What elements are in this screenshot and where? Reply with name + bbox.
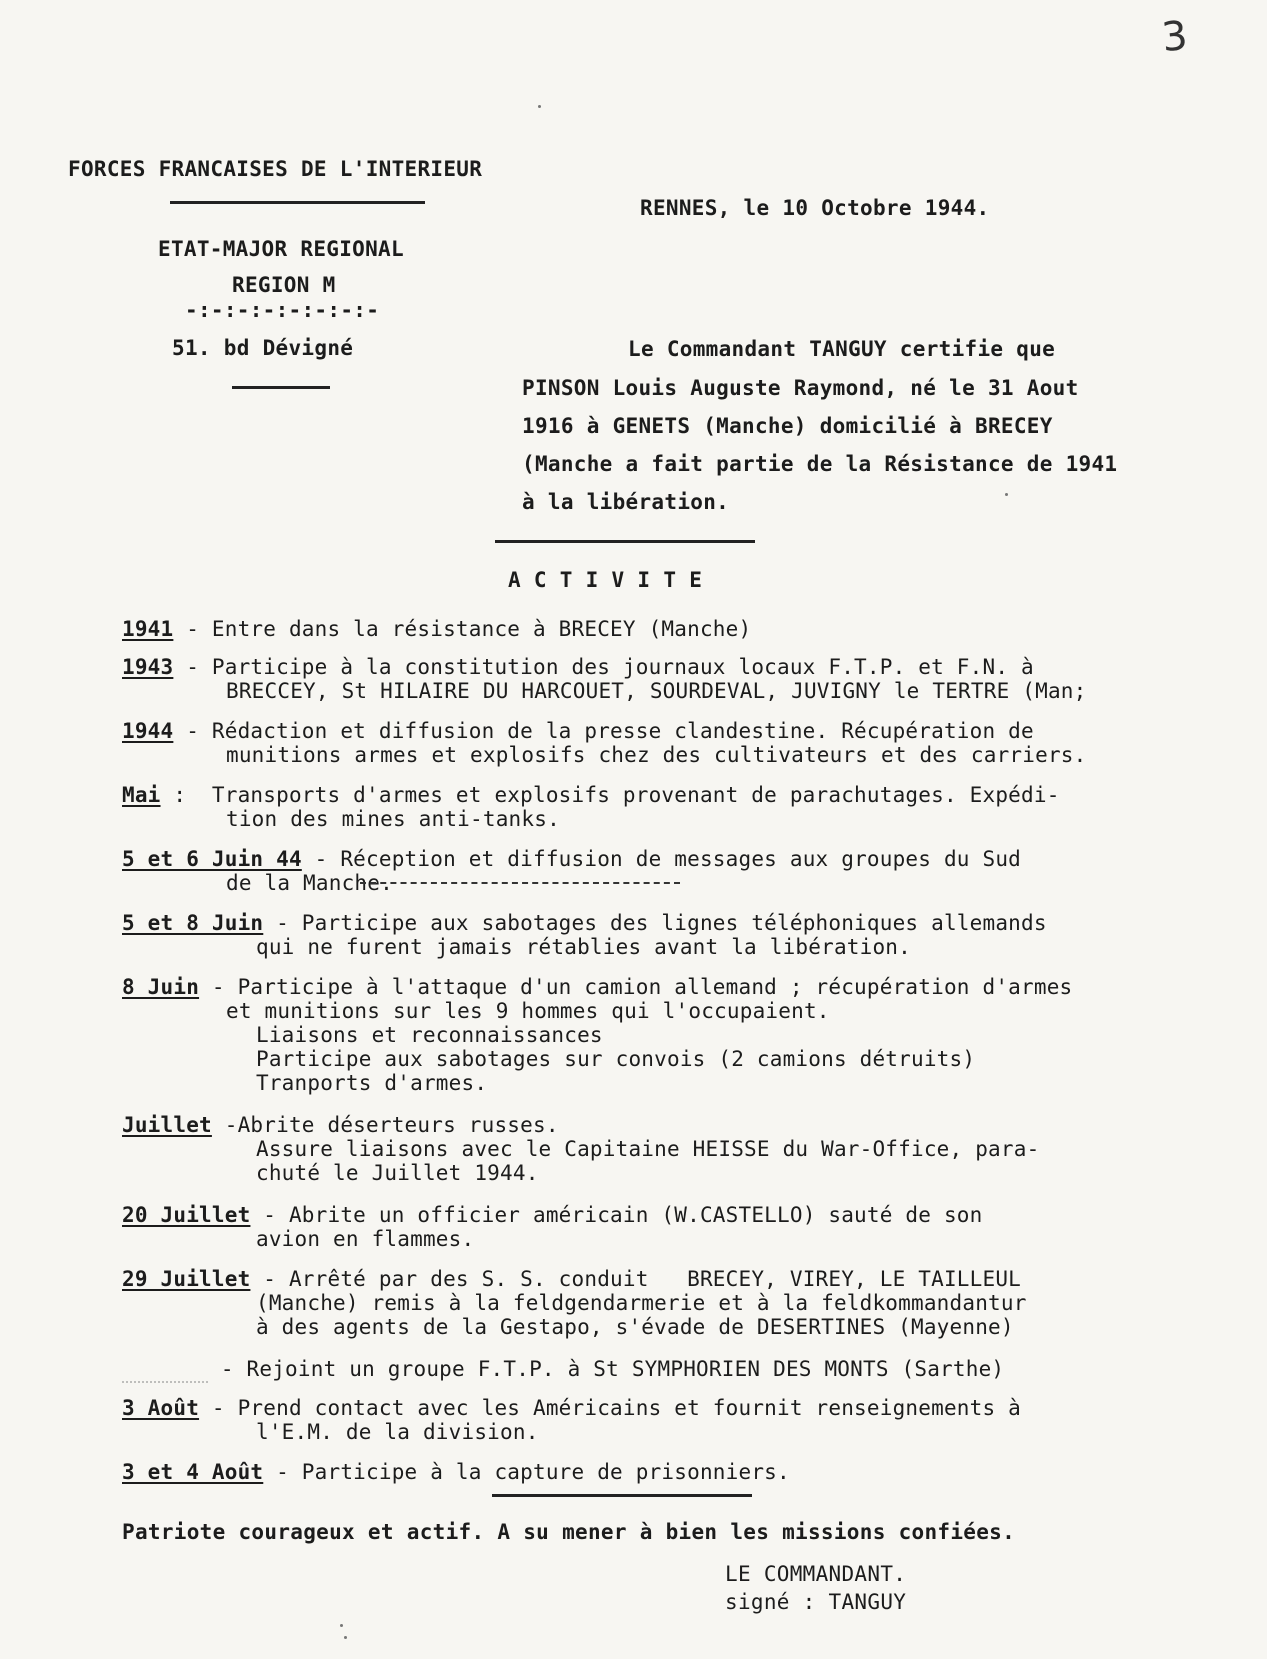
entry-text: - Entre dans la résistance à BRECEY (Manche) xyxy=(173,617,752,641)
activity-entry xyxy=(122,719,1222,767)
entry-text: Liaisons et reconnaissances xyxy=(256,1023,603,1047)
conclusion: Patriote courageux et actif. A su mener à bien les missions confiées. xyxy=(122,1520,1016,1544)
entry-date: Juillet xyxy=(122,1113,212,1137)
certificate-line-4: (Manche a fait partie de la Résistance de 1941 xyxy=(522,452,1118,476)
entry-text: l'E.M. de la division. xyxy=(256,1420,539,1444)
entry-text: à des agents de la Gestapo, s'évade de DESERTINES (Mayenne) xyxy=(256,1315,1014,1339)
activity-entry xyxy=(122,1357,1222,1383)
certificate-line-2: PINSON Louis Auguste Raymond, né le 31 Aout xyxy=(522,376,1079,400)
dotted-line xyxy=(360,882,680,884)
certificate-line-5: à la libération. xyxy=(522,490,730,514)
organization-name: FORCES FRANCAISES DE L'INTERIEUR xyxy=(68,157,483,181)
ink-speck xyxy=(1005,493,1008,496)
closing-rule xyxy=(492,1494,752,1497)
header-rule xyxy=(170,201,425,204)
ink-speck xyxy=(344,1636,347,1639)
entry-date: 3 Août xyxy=(122,1396,200,1420)
entry-text: - Participe à l'attaque d'un camion allemand ; récupération d'armes xyxy=(199,975,1073,999)
ink-speck xyxy=(538,105,541,108)
entry-date: 1944 xyxy=(122,719,174,743)
entry-text: (Manche) remis à la feldgendarmerie et à la feldkommandantur xyxy=(256,1291,1027,1315)
entry-date: Mai xyxy=(122,783,161,807)
entry-text: Tranports d'armes. xyxy=(256,1071,488,1095)
signature-name: signé : TANGUY xyxy=(725,1590,907,1614)
entry-text: et munitions sur les 9 hommes qui l'occupaient. xyxy=(226,999,830,1023)
entry-text: - Arrêté par des S. S. conduit BRECEY, VIREY, LE TAILLEUL xyxy=(250,1267,1022,1291)
certificate-line-1: Le Commandant TANGUY certifie que xyxy=(628,337,1056,361)
certificate-rule xyxy=(495,540,755,543)
region-label: REGION M xyxy=(232,273,336,297)
entry-text: -Abrite déserteurs russes. xyxy=(211,1113,559,1137)
entry-text: - Prend contact avec les Américains et fournit renseignements à xyxy=(199,1396,1022,1420)
entry-text: munitions armes et explosifs chez des cultivateurs et des carriers. xyxy=(226,743,1087,767)
etat-major-label: ETAT-MAJOR REGIONAL xyxy=(158,237,404,261)
page-number: 3 xyxy=(1159,12,1190,62)
faded-date xyxy=(122,1357,208,1383)
entry-text: - Participe à la capture de prisonniers. xyxy=(263,1460,790,1484)
entry-date: 8 Juin xyxy=(122,975,200,999)
entry-text: - Réception et diffusion de messages aux groupes du Sud xyxy=(301,847,1022,871)
entry-date: 1943 xyxy=(122,655,174,679)
activity-entry xyxy=(122,975,1222,1095)
entry-date: 5 et 6 Juin 44 xyxy=(122,847,302,871)
entry-text: - Rédaction et diffusion de la presse clandestine. Récupération de xyxy=(173,719,1034,743)
entry-date: 5 et 8 Juin xyxy=(122,911,264,935)
entry-text: : Transports d'armes et explosifs provenant de parachutages. Expédi- xyxy=(160,783,1060,807)
entry-text: BRECCEY, St HILAIRE DU HARCOUET, SOURDEVAL, JUVIGNY le TERTRE (Man; xyxy=(226,679,1087,703)
activity-entry xyxy=(122,617,1222,641)
activity-title: A C T I V I T E xyxy=(508,568,703,592)
entry-text: de la Manche. xyxy=(226,871,393,895)
address-rule xyxy=(232,386,330,389)
certificate-line-3: 1916 à GENETS (Manche) domicilié à BRECEY xyxy=(522,414,1053,438)
entry-date: 20 Juillet xyxy=(122,1203,251,1227)
entry-text: chuté le Juillet 1944. xyxy=(256,1161,539,1185)
activity-entry xyxy=(122,655,1222,703)
address: 51. bd Dévigné xyxy=(172,336,354,360)
entry-date: 29 Juillet xyxy=(122,1267,251,1291)
separator: -:-:-:-:-:-:-:- xyxy=(185,298,380,322)
entry-text: Assure liaisons avec le Capitaine HEISSE du War-Office, para- xyxy=(256,1137,1040,1161)
entry-text: Participe aux sabotages sur convois (2 camions détruits) xyxy=(256,1047,976,1071)
activity-entry xyxy=(122,1460,1222,1484)
ink-speck xyxy=(340,1624,343,1627)
activity-entry xyxy=(122,911,1222,959)
activity-entry xyxy=(122,1267,1222,1339)
activity-entry xyxy=(122,1203,1222,1251)
entry-text: qui ne furent jamais rétablies avant la libération. xyxy=(256,935,911,959)
entry-date: 3 et 4 Août xyxy=(122,1460,264,1484)
entry-text: - Participe à la constitution des journaux locaux F.T.P. et F.N. à xyxy=(173,655,1034,679)
activity-entry xyxy=(122,783,1222,831)
signature-title: LE COMMANDANT. xyxy=(725,1562,907,1586)
entry-text: - Rejoint un groupe F.T.P. à St SYMPHORIEN DES MONTS (Sarthe) xyxy=(208,1357,1005,1381)
entry-text: - Participe aux sabotages des lignes téléphoniques allemands xyxy=(263,911,1047,935)
entry-text: tion des mines anti-tanks. xyxy=(226,807,560,831)
entry-text: - Abrite un officier américain (W.CASTELLO) sauté de son xyxy=(250,1203,983,1227)
activity-entry xyxy=(122,1113,1222,1185)
entry-date: 1941 xyxy=(122,617,174,641)
place-date: RENNES, le 10 Octobre 1944. xyxy=(640,196,990,220)
activity-entry xyxy=(122,847,1222,895)
entry-text: avion en flammes. xyxy=(256,1227,475,1251)
activity-entry xyxy=(122,1396,1222,1444)
